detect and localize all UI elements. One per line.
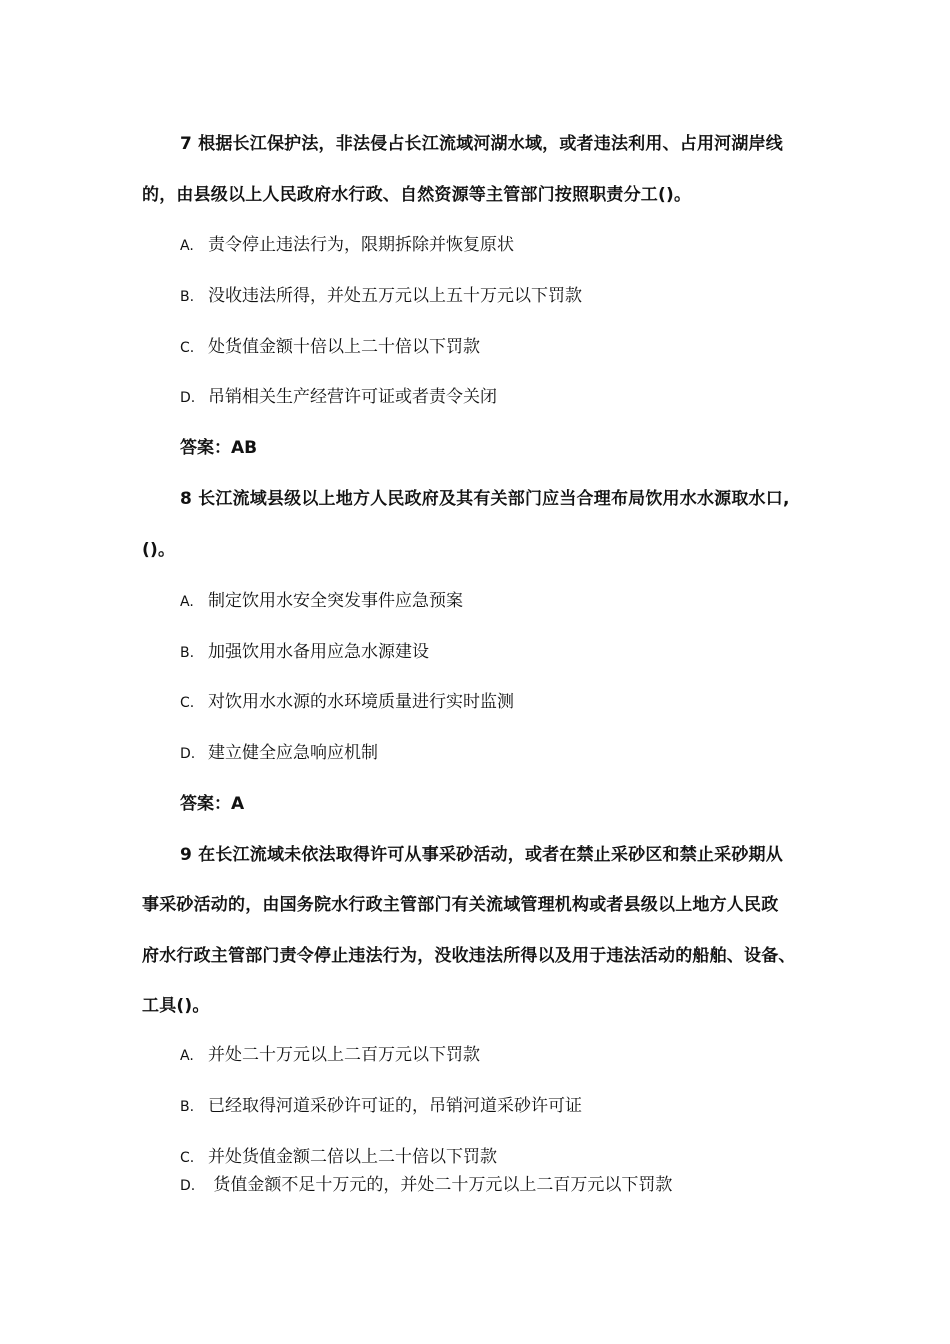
option-text: 建立健全应急响应机制 [208, 743, 378, 763]
question-8-line-2: ()。 [142, 540, 176, 560]
question-7-line-2: 的，由县级以上人民政府水行政、自然资源等主管部门按照职责分工()。 [142, 185, 692, 205]
option-letter: C. [180, 1150, 195, 1166]
question-8-answer: 答案：A [180, 794, 245, 814]
option-text: 处货值金额十倍以上二十倍以下罚款 [208, 337, 480, 357]
option-text: 货值金额不足十万元的，并处二十万元以上二百万元以下罚款 [208, 1175, 673, 1195]
question-9-option-c [180, 1145, 497, 1170]
question-9-option-b [180, 1094, 582, 1119]
question-9-line-4: 工具()。 [142, 996, 210, 1016]
option-text: 并处二十万元以上二百万元以下罚款 [208, 1045, 480, 1065]
question-7-option-b [180, 284, 582, 309]
option-text: 制定饮用水安全突发事件应急预案 [208, 591, 463, 611]
option-letter: B. [180, 1099, 195, 1115]
option-letter: A. [180, 594, 194, 610]
option-letter: C. [180, 695, 195, 711]
option-text: 加强饮用水备用应急水源建设 [208, 642, 429, 662]
option-letter: B. [180, 645, 195, 661]
option-text: 对饮用水水源的水环境质量进行实时监测 [208, 692, 514, 712]
option-letter: B. [180, 289, 195, 305]
question-9-line-1: 9 在长江流域未依法取得许可从事采砂活动，或者在禁止采砂区和禁止采砂期从 [180, 845, 783, 865]
question-8-option-a [180, 589, 463, 614]
option-text: 吊销相关生产经营许可证或者责令关闭 [208, 387, 497, 407]
question-7-option-c [180, 335, 480, 360]
question-7-line-1: 7 根据长江保护法，非法侵占长江流域河湖水域，或者违法利用、占用河湖岸线 [180, 134, 783, 154]
question-9-line-3: 府水行政主管部门责令停止违法行为，没收违法所得以及用于违法活动的船舶、设备、 [142, 946, 796, 966]
question-9-option-d [180, 1173, 672, 1198]
question-8-line-1: 8 长江流域县级以上地方人民政府及其有关部门应当合理布局饮用水水源取水口, [180, 489, 790, 509]
question-9-line-2: 事采砂活动的，由国务院水行政主管部门有关流域管理机构或者县级以上地方人民政 [142, 895, 779, 915]
question-7-option-a [180, 233, 514, 258]
option-letter: C. [180, 340, 195, 356]
question-8-option-c [180, 690, 514, 715]
option-text: 并处货值金额二倍以上二十倍以下罚款 [208, 1147, 497, 1167]
option-letter: D. [180, 1178, 196, 1194]
option-text: 没收违法所得，并处五万元以上五十万元以下罚款 [208, 286, 582, 306]
option-letter: A. [180, 1048, 194, 1064]
option-text: 已经取得河道采砂许可证的，吊销河道采砂许可证 [208, 1096, 582, 1116]
option-letter: D. [180, 390, 196, 406]
question-8-option-b [180, 640, 429, 665]
question-7-option-d [180, 385, 497, 410]
option-text: 责令停止违法行为，限期拆除并恢复原状 [208, 235, 514, 255]
option-letter: D. [180, 746, 196, 762]
option-letter: A. [180, 238, 194, 254]
question-8-option-d [180, 741, 378, 766]
question-9-option-a [180, 1043, 480, 1068]
question-7-answer: 答案：AB [180, 438, 258, 458]
